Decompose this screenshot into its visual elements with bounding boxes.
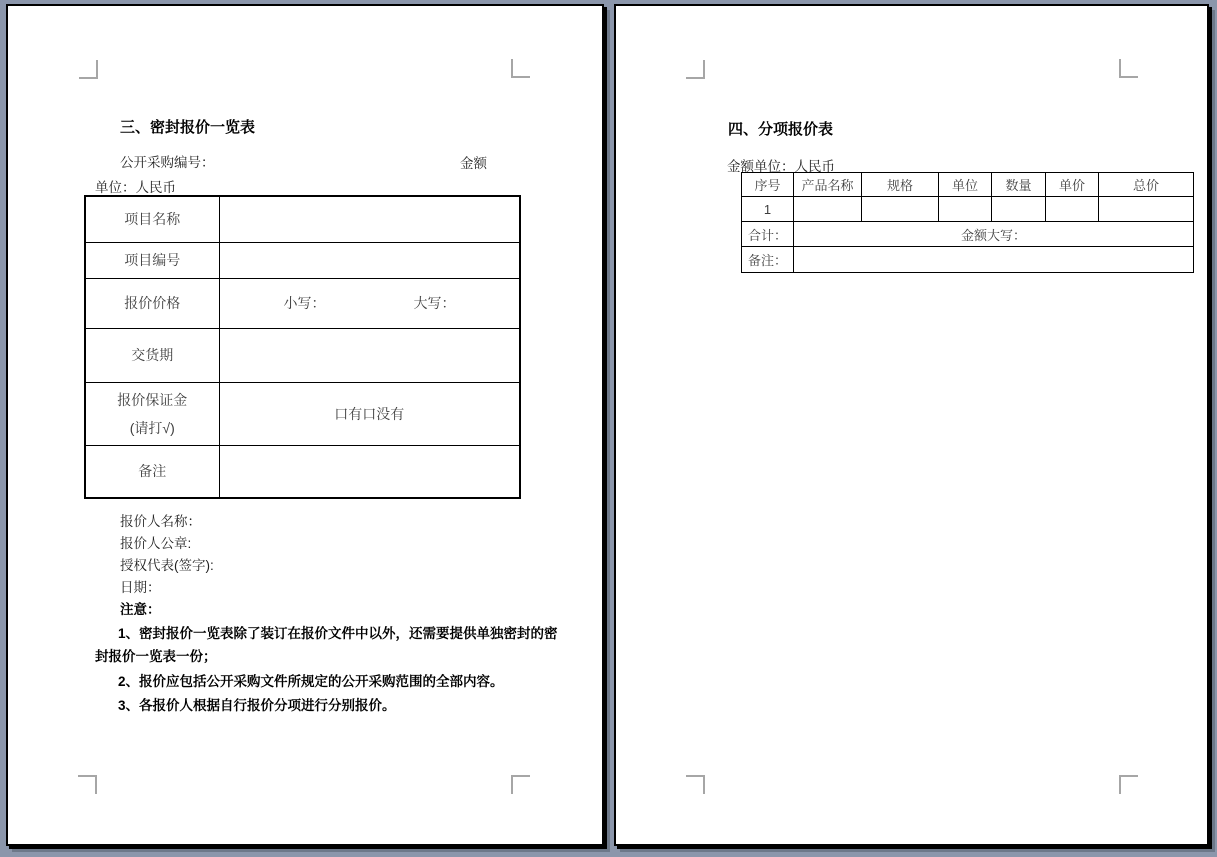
row-label-project-number: 项目编号 [85,242,219,278]
column-header-total-price: 总价 [1099,173,1194,197]
row-label-remarks: 备注 [85,445,219,498]
page-title: 四、分项报价表 [728,121,834,138]
bid-deposit-label: 报价保证金 [117,391,188,408]
cell-quantity[interactable] [992,197,1046,222]
row-value-project-name[interactable] [219,196,520,242]
row-value-delivery-period[interactable] [219,328,520,382]
cell-product[interactable] [794,197,862,222]
note-1-line-1: 1、密封报价一览表除了装订在报价文件中以外，还需要提供单独密封的密 [118,626,558,641]
table-row [742,197,1194,222]
procurement-number-label: 公开采购编号： [120,155,215,170]
total-amount-in-words-cell[interactable]: 金额大写： [794,222,1194,247]
cell-index[interactable]: 1 [742,197,794,222]
crop-mark-top-right-icon [511,59,530,78]
amount-unit-line: 金额单位：人民币 [727,159,835,174]
itemized-quotation-table [741,172,1194,273]
quoter-name-line: 报价人名称： [120,514,201,529]
crop-mark-bottom-right-icon [511,775,530,794]
cell-unit[interactable] [939,197,992,222]
bid-deposit-tick-hint: (请打√) [129,419,175,436]
column-header-product: 产品名称 [794,173,862,197]
crop-mark-top-left-icon [686,60,705,79]
remark-label: 备注： [742,247,794,273]
page-title: 三、密封报价一览表 [120,119,256,136]
note-1-line-2: 封报价一览表一份； [95,649,217,664]
crop-mark-top-right-icon [1119,59,1138,78]
row-label-bid-deposit [85,382,219,445]
date-line: 日期： [120,580,161,595]
amount-word: 金额 [460,156,487,171]
crop-mark-bottom-left-icon [686,775,705,794]
remark-row [742,247,1194,273]
row-value-bid-deposit-options[interactable]: 口有口没有 [219,382,520,445]
total-label: 合计： [742,222,794,247]
column-header-unit-price: 单价 [1046,173,1099,197]
note-2: 2、报价应包括公开采购文件所规定的公开采购范围的全部内容。 [118,674,504,689]
remark-value-cell[interactable] [794,247,1194,273]
row-label-project-name: 项目名称 [85,196,219,242]
price-words-label: 大写： [413,295,456,311]
row-value-quote-price[interactable] [219,278,520,328]
row-value-project-number[interactable] [219,242,520,278]
currency-unit-line: 单位：人民币 [95,180,176,195]
cell-spec[interactable] [862,197,939,222]
crop-mark-bottom-right-icon [1119,775,1138,794]
cell-total-price[interactable] [1099,197,1194,222]
sealed-quotation-table [84,195,521,499]
quoter-seal-line: 报价人公章: [120,536,192,551]
crop-mark-top-left-icon [79,60,98,79]
cell-unit-price[interactable] [1046,197,1099,222]
column-header-index: 序号 [742,173,794,197]
column-header-spec: 规格 [862,173,939,197]
page-itemized-quotation[interactable] [614,4,1209,846]
row-label-delivery-period: 交货期 [85,328,219,382]
total-row [742,222,1194,247]
notice-heading: 注意： [120,602,161,617]
price-numerals-label: 小写： [283,295,326,311]
page-sealed-quotation[interactable] [6,4,604,846]
authorized-representative-line: 授权代表(签字): [120,558,214,573]
row-label-quote-price: 报价价格 [85,278,219,328]
column-header-quantity: 数量 [992,173,1046,197]
column-header-unit: 单位 [939,173,992,197]
note-3: 3、各报价人根据自行报价分项进行分别报价。 [118,698,396,713]
crop-mark-bottom-left-icon [78,775,97,794]
row-value-remarks[interactable] [219,445,520,498]
